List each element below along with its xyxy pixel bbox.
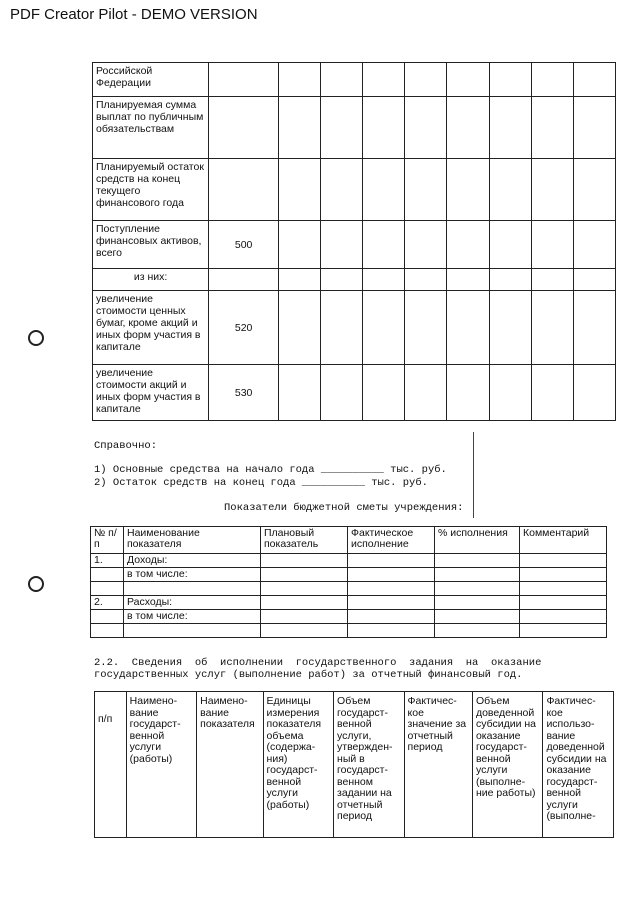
table-row [93, 63, 616, 97]
row-name: Доходы: [124, 554, 261, 568]
header-cell: % исполнения [435, 527, 520, 554]
row-code: 530 [209, 365, 279, 421]
header-cell: п/п [95, 692, 127, 838]
header-cell: Наимено-вание государст-венной услуги (работы) [126, 692, 196, 838]
reference-line-1: 1) Основные средства на начало года __________ тыс. руб. [94, 464, 447, 476]
header-cell: № п/п [91, 527, 124, 554]
table-row [93, 221, 616, 269]
header-cell: Фактическое исполнение [348, 527, 435, 554]
row-num [91, 610, 124, 624]
table-header-row [91, 527, 607, 554]
scan-line [473, 432, 474, 518]
table-row [91, 610, 607, 624]
header-cell: Фактичес-кое использо-вание доведенной субсидии на оказание государст-венной услуги (выполне- [543, 692, 614, 838]
row-name [124, 624, 261, 638]
header-cell: Фактичес-кое значение за отчетный период [404, 692, 472, 838]
row-name: в том числе: [124, 610, 261, 624]
row-code: 520 [209, 291, 279, 365]
row-num: 2. [91, 596, 124, 610]
row-label: Российской Федерации [93, 63, 209, 97]
row-label: Планируемый остаток средств на конец текущего финансового года [93, 159, 209, 221]
punch-hole [28, 330, 44, 346]
financial-assets-table [92, 62, 616, 421]
header-cell: Комментарий [520, 527, 607, 554]
table-row [93, 291, 616, 365]
row-name: в том числе: [124, 568, 261, 582]
reference-line-2: 2) Остаток средств на конец года __________ тыс. руб. [94, 477, 428, 489]
row-label: из них: [93, 269, 209, 291]
row-label: Поступление финансовых активов, всего [93, 221, 209, 269]
row-code [209, 269, 279, 291]
demo-watermark: PDF Creator Pilot - DEMO VERSION [10, 6, 258, 23]
table-row [93, 159, 616, 221]
table-row [91, 554, 607, 568]
row-label: увеличение стоимости акций и иных форм участия в капитале [93, 365, 209, 421]
table-row [91, 568, 607, 582]
row-code [209, 159, 279, 221]
header-cell: Наимено-вание показателя [197, 692, 263, 838]
row-label: Планируемая сумма выплат по публичным обязательствам [93, 97, 209, 159]
budget-title: Показатели бюджетной сметы учреждения: [224, 502, 464, 514]
table-row [93, 269, 616, 291]
header-cell: Объем государст-венной услуги, утвержден-ный в государст-венном задании на отчетный период [334, 692, 404, 838]
state-assignment-table [94, 691, 614, 838]
table-row [93, 365, 616, 421]
budget-table [90, 526, 607, 638]
header-cell: Наименование показателя [124, 527, 261, 554]
section-2-2-line-1: 2.2. Сведения об исполнении государственного задания на оказание [94, 657, 542, 669]
table-header-row [95, 692, 614, 838]
row-name: Расходы: [124, 596, 261, 610]
table-row [91, 582, 607, 596]
header-cell: Объем доведенной субсидии на оказание государст-венной услуги (выполне-ние работы) [472, 692, 542, 838]
table-row [91, 596, 607, 610]
row-label: увеличение стоимости ценных бумаг, кроме акций и иных форм участия в капитале [93, 291, 209, 365]
row-num [91, 568, 124, 582]
section-2-2-line-2: государственных услуг (выполнение работ) за отчетный финансовый год. [94, 669, 523, 681]
row-num [91, 582, 124, 596]
table-row [91, 624, 607, 638]
reference-title: Справочно: [94, 440, 158, 452]
row-code: 500 [209, 221, 279, 269]
header-cell: Единицы измерения показателя объема (содержа-ния) государст-венной услуги (работы) [263, 692, 333, 838]
row-code [209, 63, 279, 97]
row-num: 1. [91, 554, 124, 568]
header-cell: Плановый показатель [261, 527, 348, 554]
row-code [209, 97, 279, 159]
row-name [124, 582, 261, 596]
table-row [93, 97, 616, 159]
row-num [91, 624, 124, 638]
punch-hole [28, 576, 44, 592]
